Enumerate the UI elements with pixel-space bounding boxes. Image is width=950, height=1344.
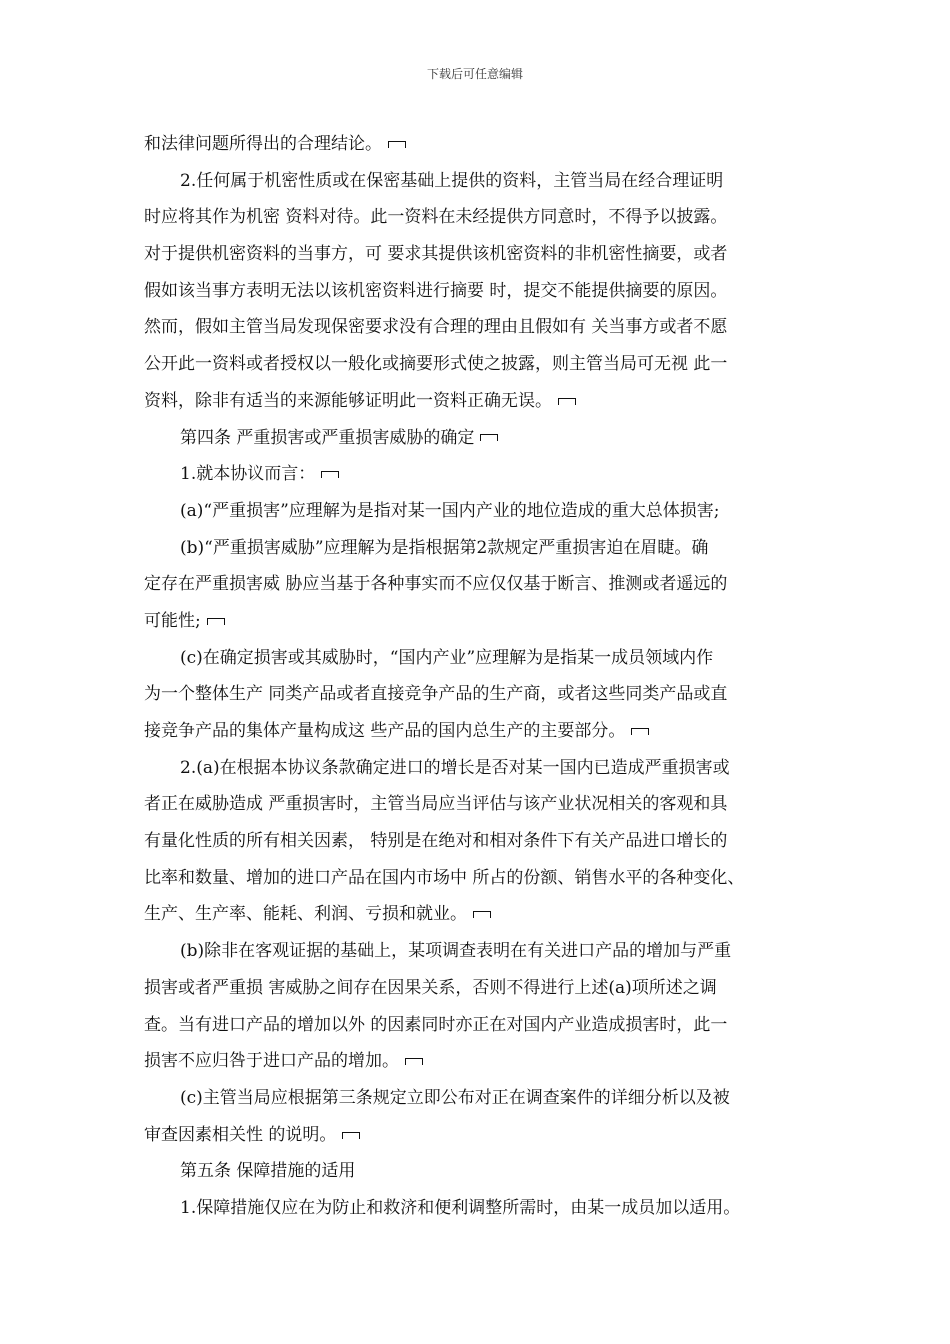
text-line [144,309,816,346]
line-text: 可能性; [144,610,201,631]
line-text: 生产、生产率、能耗、利润、亏损和就业。 [144,904,467,925]
section-heading [144,1153,816,1190]
text-line [144,860,816,897]
text-line [144,1080,816,1117]
paragraph-mark-icon [321,471,339,478]
text-line [144,786,816,823]
line-text: 定存在严重损害威 胁应当基于各种事实而不应仅仅基于断言、推测或者遥远的 [144,574,728,595]
line-text: 然而，假如主管当局发现保密要求没有合理的理由且假如有 关当事方或者不愿 [144,317,728,338]
line-text: 接竞争产品的集体产量构成这 些产品的国内总生产的主要部分。 [144,721,626,741]
page-header: 下载后可任意编辑 [426,67,523,81]
line-text: 查。当有进口产品的增加以外 的因素同时亦正在对国内产业造成损害时，此一 [144,1014,728,1035]
text-line [144,640,816,677]
line-text: 资料，除非有适当的来源能够证明此一资料正确无误。 [144,390,552,411]
text-line [144,1117,816,1154]
line-text: 损害或者严重损 害威胁之间存在因果关系，否则不得进行上述(a)项所述之调 [144,977,717,998]
text-line [144,603,816,640]
line-text: 有量化性质的所有相关因素， 特别是在绝对和相对条件下有关产品进口增长的 [144,831,728,852]
text-line [144,530,816,567]
text-line [144,199,816,236]
text-line [144,1007,816,1044]
text-line [144,566,816,603]
text-line [144,896,816,933]
paragraph-mark-icon [405,1058,423,1065]
paragraph-mark-icon [631,728,649,735]
line-text: (b)“严重损害威胁”应理解为是指根据第2款规定严重损害迫在眉睫。确 [180,537,709,558]
line-text: 损害不应归咎于进口产品的增加。 [144,1051,399,1072]
line-text: 第五条 保障措施的适用 [180,1161,356,1182]
line-text: 第四条 严重损害或严重损害威胁的确定 [180,427,475,448]
text-line [144,383,816,420]
text-line [144,236,816,273]
paragraph-mark-icon [480,434,498,441]
paragraph-mark-icon [207,618,225,625]
line-text: (b)除非在客观证据的基础上，某项调查表明在有关进口产品的增加与严重 [180,941,732,962]
document-body [144,126,816,1227]
paragraph-mark-icon [558,398,576,405]
line-text: 比率和数量、增加的进口产品在国内市场中 所占的份额、销售水平的各种变化、 [144,867,745,888]
line-text: 2.(a)在根据本协议条款确定进口的增长是否对某一国内已造成严重损害或 [180,757,730,778]
text-line [144,456,816,493]
text-line [144,713,816,750]
line-text: (c)主管当局应根据第三条规定立即公布对正在调查案件的详细分析以及被 [180,1087,730,1108]
line-text: (c)在确定损害或其威胁时，“国内产业”应理解为是指某一成员领域内作 [180,647,714,668]
paragraph-mark-icon [342,1132,360,1139]
text-line [144,126,816,163]
line-text: 1.就本协议而言： [180,464,316,485]
text-line [144,1043,816,1080]
text-line [144,933,816,970]
text-line [144,493,816,530]
text-line [144,970,816,1007]
text-line [144,823,816,860]
line-text: 假如该当事方表明无法以该机密资料进行摘要 时，提交不能提供摘要的原因。 [144,280,728,301]
text-line [144,750,816,787]
line-text: (a)“严重损害”应理解为是指对某一国内产业的地位造成的重大总体损害; [180,500,720,521]
line-text: 时应将其作为机密 资料对待。此一资料在未经提供方同意时，不得予以披露。 [144,207,728,228]
paragraph-mark-icon [388,141,406,148]
text-line [144,346,816,383]
line-text: 者正在威胁造成 严重损害时，主管当局应当评估与该产业状况相关的客观和具 [144,794,728,815]
line-text: 对于提供机密资料的当事方，可 要求其提供该机密资料的非机密性摘要，或者 [144,244,728,265]
line-text: 审查因素相关性 的说明。 [144,1124,337,1145]
line-text: 1.保障措施仅应在为防止和救济和便利调整所需时，由某一成员加以适用。 [180,1197,741,1218]
line-text: 2.任何属于机密性质或在保密基础上提供的资料，主管当局在经合理证明 [180,170,724,191]
text-line [144,676,816,713]
paragraph-mark-icon [473,911,491,918]
line-text: 公开此一资料或者授权以一般化或摘要形式使之披露，则主管当局可无视 此一 [144,354,728,375]
line-text: 和法律问题所得出的合理结论。 [144,134,382,154]
text-line [144,163,816,200]
section-heading [144,420,816,457]
text-line [144,273,816,310]
text-line [144,1190,816,1227]
line-text: 为一个整体生产 同类产品或者直接竞争产品的生产商，或者这些同类产品或直 [144,684,728,705]
